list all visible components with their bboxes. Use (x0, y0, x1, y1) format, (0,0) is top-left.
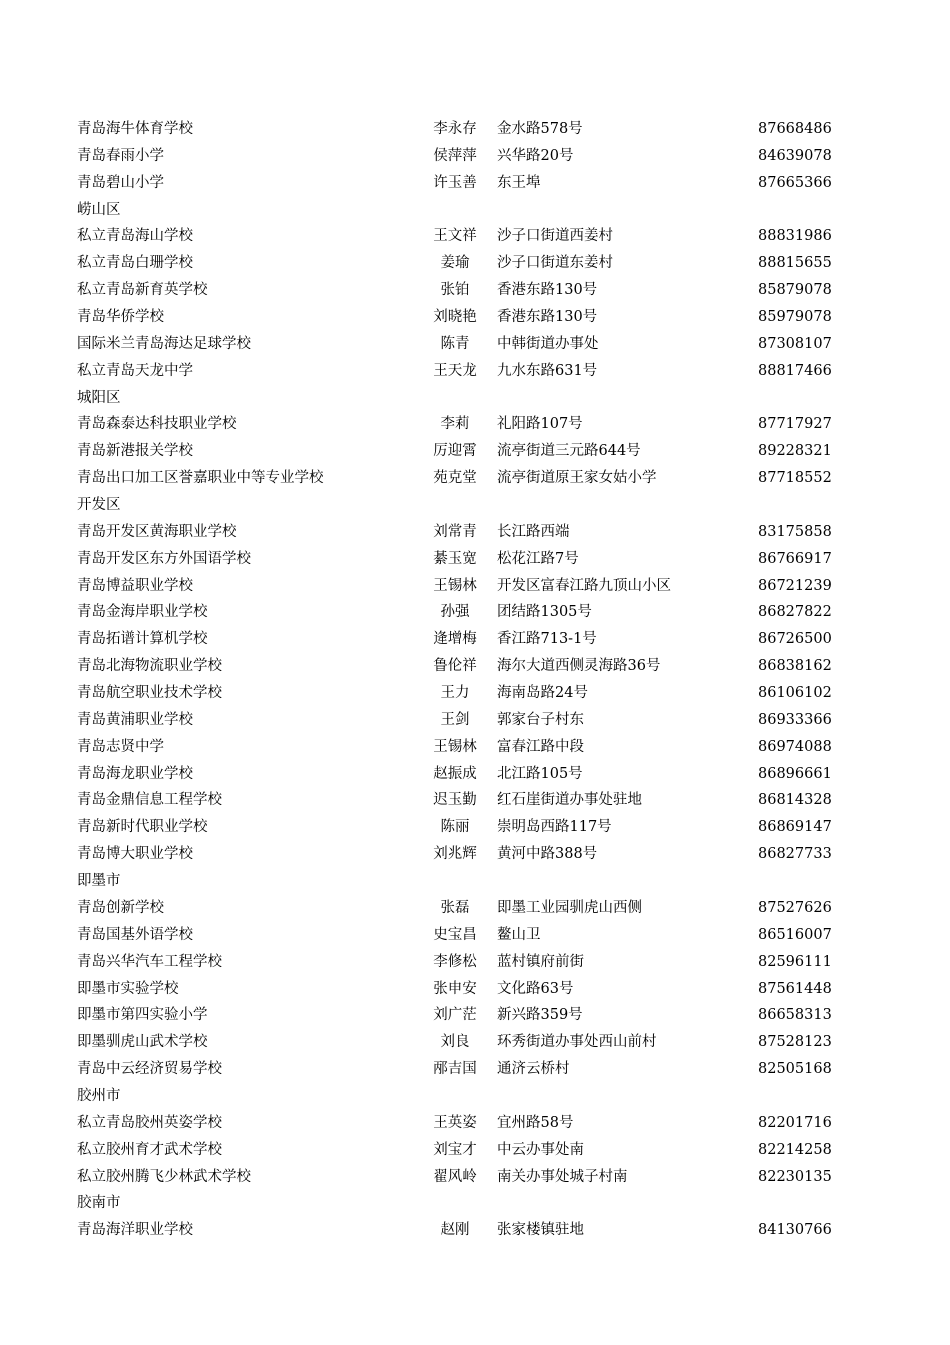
phone-number: 86974088 (758, 738, 832, 755)
school-address: 团结路1305号 (497, 604, 592, 621)
school-address: 富春江路中段 (497, 738, 584, 755)
table-row (0, 573, 950, 600)
table-row (0, 277, 950, 304)
phone-number: 87561448 (758, 980, 832, 997)
contact-person: 綦玉宽 (433, 550, 477, 567)
school-address: 宜州路58号 (497, 1114, 574, 1131)
phone-number: 84130766 (758, 1222, 832, 1239)
contact-person: 王锡林 (433, 577, 477, 594)
contact-person: 孙强 (440, 604, 470, 621)
school-address: 环秀街道办事处西山前村 (497, 1034, 657, 1051)
table-row (0, 411, 950, 438)
table-row (0, 519, 950, 546)
school-name: 即墨市实验学校 (77, 980, 179, 997)
school-address: 崇明岛西路117号 (497, 819, 612, 836)
school-name: 青岛航空职业技术学校 (77, 685, 222, 702)
contact-person: 李莉 (440, 416, 470, 433)
contact-person: 张磊 (440, 899, 470, 916)
phone-number: 82505168 (758, 1061, 832, 1078)
school-address: 香江路713-1号 (497, 631, 597, 648)
school-name: 青岛北海物流职业学校 (77, 658, 222, 675)
school-address: 金水路578号 (497, 121, 583, 137)
table-row (0, 787, 950, 814)
school-name: 私立胶州育才武术学校 (77, 1141, 222, 1158)
school-name: 国际米兰青岛海达足球学校 (77, 335, 251, 352)
school-name: 青岛兴华汽车工程学校 (77, 953, 222, 970)
table-row (0, 761, 950, 788)
school-name: 私立青岛白珊学校 (77, 255, 193, 272)
school-address: 中韩街道办事处 (497, 335, 599, 352)
contact-person: 迟玉勤 (433, 792, 477, 809)
school-address: 新兴路359号 (497, 1007, 583, 1024)
contact-person: 史宝昌 (433, 926, 477, 943)
school-address: 南关办事处城子村南 (497, 1168, 628, 1185)
phone-number: 86726500 (758, 631, 832, 648)
school-name: 私立胶州腾飞少林武术学校 (77, 1168, 251, 1185)
phone-number: 87717927 (758, 416, 832, 433)
school-name: 青岛黄浦职业学校 (77, 711, 193, 728)
school-name: 青岛志贤中学 (77, 738, 164, 755)
contact-person: 姜瑜 (440, 255, 470, 272)
table-row (0, 1110, 950, 1137)
contact-person: 王英姿 (433, 1114, 477, 1131)
contact-person: 李修松 (433, 953, 477, 970)
contact-person: 陈青 (440, 335, 470, 352)
school-name: 青岛博大职业学校 (77, 846, 193, 863)
contact-person: 刘宝才 (433, 1141, 477, 1158)
school-address: 礼阳路107号 (497, 416, 583, 433)
phone-number: 86838162 (758, 658, 832, 675)
school-name: 青岛碧山小学 (77, 174, 164, 191)
school-address: 香港东路130号 (497, 282, 598, 299)
contact-person: 刘广茫 (433, 1007, 477, 1024)
school-address: 海尔大道西侧灵海路36号 (497, 658, 661, 675)
phone-number: 89228321 (758, 443, 832, 460)
phone-number: 82230135 (758, 1168, 832, 1185)
school-address: 兴华路20号 (497, 147, 574, 164)
district-header-row (0, 868, 950, 895)
contact-person: 赵刚 (440, 1222, 470, 1239)
table-row (0, 250, 950, 277)
table-row (0, 465, 950, 492)
school-name: 私立青岛天龙中学 (77, 362, 193, 379)
school-name: 青岛国基外语学校 (77, 926, 193, 943)
school-name: 私立青岛新育英学校 (77, 282, 208, 299)
table-row (0, 680, 950, 707)
school-name: 青岛森泰达科技职业学校 (77, 416, 237, 433)
phone-number: 86766917 (758, 550, 832, 567)
school-address: 香港东路130号 (497, 309, 598, 326)
contact-person: 刘晓艳 (433, 309, 477, 326)
contact-person: 刘常青 (433, 523, 477, 540)
contact-person: 陈丽 (440, 819, 470, 836)
phone-number: 85979078 (758, 309, 832, 326)
phone-number: 86106102 (758, 685, 832, 702)
school-address: 沙子口街道西姜村 (497, 228, 613, 245)
school-address: 蓝村镇府前街 (497, 953, 584, 970)
phone-number: 82596111 (758, 953, 832, 970)
table-row (0, 734, 950, 761)
contact-person: 邴吉国 (433, 1061, 477, 1078)
phone-number: 83175858 (758, 523, 832, 540)
district-name: 开发区 (77, 497, 121, 514)
district-header-row (0, 492, 950, 519)
school-name: 青岛海牛体育学校 (77, 121, 193, 137)
district-header-row (0, 197, 950, 224)
school-address: 开发区富春江路九顶山小区 (497, 577, 671, 594)
district-name: 城阳区 (77, 389, 121, 406)
table-row (0, 1217, 950, 1244)
phone-number: 87665366 (758, 174, 832, 191)
contact-person: 厉迎霄 (433, 443, 477, 460)
table-row (0, 976, 950, 1003)
table-row (0, 143, 950, 170)
table-row (0, 223, 950, 250)
school-name: 青岛春雨小学 (77, 147, 164, 164)
table-row (0, 331, 950, 358)
phone-number: 86869147 (758, 819, 832, 836)
phone-number: 87527626 (758, 899, 832, 916)
phone-number: 88815655 (758, 255, 832, 272)
district-header-row (0, 1190, 950, 1217)
school-address: 即墨工业园驯虎山西侧 (497, 899, 642, 916)
district-name: 即墨市 (77, 873, 121, 890)
contact-person: 王文祥 (433, 228, 477, 245)
phone-number: 86933366 (758, 711, 832, 728)
contact-person: 王天龙 (433, 362, 477, 379)
school-name: 即墨市第四实验小学 (77, 1007, 208, 1024)
school-name: 青岛海洋职业学校 (77, 1222, 193, 1239)
table-row (0, 1029, 950, 1056)
school-name: 即墨驯虎山武术学校 (77, 1034, 208, 1051)
school-name: 青岛海龙职业学校 (77, 765, 193, 782)
school-name: 青岛创新学校 (77, 899, 164, 916)
phone-number: 88817466 (758, 362, 832, 379)
school-name: 私立青岛胶州英姿学校 (77, 1114, 222, 1131)
school-address: 北江路105号 (497, 765, 583, 782)
contact-person: 王剑 (440, 711, 470, 728)
contact-person: 赵振成 (433, 765, 477, 782)
contact-person: 王锡林 (433, 738, 477, 755)
contact-person: 苑克堂 (433, 470, 477, 487)
phone-number: 85879078 (758, 282, 832, 299)
school-address: 鳌山卫 (497, 926, 541, 943)
table-row (0, 922, 950, 949)
school-address: 郭家台子村东 (497, 711, 584, 728)
phone-number: 87308107 (758, 335, 832, 352)
school-address: 沙子口街道东姜村 (497, 255, 613, 272)
school-address: 张家楼镇驻地 (497, 1222, 584, 1239)
table-row (0, 170, 950, 197)
school-address: 黄河中路388号 (497, 846, 598, 863)
district-name: 胶南市 (77, 1195, 121, 1212)
contact-person: 许玉善 (433, 174, 477, 191)
school-name: 青岛拓谱计算机学校 (77, 631, 208, 648)
phone-number: 86896661 (758, 765, 832, 782)
phone-number: 84639078 (758, 147, 832, 164)
table-row (0, 304, 950, 331)
phone-number: 82214258 (758, 1141, 832, 1158)
table-row (0, 1137, 950, 1164)
school-address: 红石崖街道办事处驻地 (497, 792, 642, 809)
school-address: 文化路63号 (497, 980, 574, 997)
contact-person: 侯萍萍 (433, 147, 477, 164)
table-row (0, 546, 950, 573)
school-address: 流亭街道原王家女姑小学 (497, 470, 657, 487)
district-name: 胶州市 (77, 1087, 121, 1104)
school-address: 东王埠 (497, 174, 541, 191)
table-row (0, 653, 950, 680)
school-address: 海南岛路24号 (497, 685, 588, 702)
phone-number: 86814328 (758, 792, 832, 809)
school-name: 青岛新时代职业学校 (77, 819, 208, 836)
phone-number: 86658313 (758, 1007, 832, 1024)
contact-person: 鲁伦祥 (433, 658, 477, 675)
school-address: 九水东路631号 (497, 362, 598, 379)
school-address: 松花江路7号 (497, 550, 579, 567)
table-row (0, 358, 950, 385)
school-name: 私立青岛海山学校 (77, 228, 193, 245)
phone-number: 87528123 (758, 1034, 832, 1051)
phone-number: 87718552 (758, 470, 832, 487)
contact-person: 张申安 (433, 980, 477, 997)
phone-number: 88831986 (758, 228, 832, 245)
table-row (0, 599, 950, 626)
contact-person: 刘兆辉 (433, 846, 477, 863)
contact-person: 刘良 (440, 1034, 470, 1051)
phone-number: 86827822 (758, 604, 832, 621)
table-row (0, 949, 950, 976)
table-row (0, 1056, 950, 1083)
table-row (0, 626, 950, 653)
school-address: 流亭街道三元路644号 (497, 443, 641, 460)
phone-number: 86721239 (758, 577, 832, 594)
school-name: 青岛金鼎信息工程学校 (77, 792, 222, 809)
school-name: 青岛金海岸职业学校 (77, 604, 208, 621)
school-address: 长江路西端 (497, 523, 570, 540)
school-name: 青岛中云经济贸易学校 (77, 1061, 222, 1078)
school-name: 青岛开发区东方外国语学校 (77, 550, 251, 567)
school-address: 中云办事处南 (497, 1141, 584, 1158)
school-address: 通济云桥村 (497, 1061, 570, 1078)
school-name: 青岛出口加工区誉嘉职业中等专业学校 (77, 470, 324, 487)
table-row (0, 814, 950, 841)
contact-person: 李永存 (433, 121, 477, 137)
phone-number: 86516007 (758, 926, 832, 943)
school-name: 青岛博益职业学校 (77, 577, 193, 594)
table-row (0, 1002, 950, 1029)
phone-number: 82201716 (758, 1114, 832, 1131)
table-row (0, 841, 950, 868)
district-name: 崂山区 (77, 201, 121, 218)
phone-number: 86827733 (758, 846, 832, 863)
school-name: 青岛华侨学校 (77, 309, 164, 326)
contact-person: 逄增梅 (433, 631, 477, 648)
school-directory-table (0, 116, 950, 1244)
phone-number: 87668486 (758, 121, 832, 137)
district-header-row (0, 1083, 950, 1110)
contact-person: 王力 (440, 685, 470, 702)
table-row (0, 1164, 950, 1191)
school-name: 青岛开发区黄海职业学校 (77, 523, 237, 540)
contact-person: 张铂 (440, 282, 470, 299)
school-name: 青岛新港报关学校 (77, 443, 193, 460)
table-row (0, 116, 950, 143)
table-row (0, 438, 950, 465)
table-row (0, 707, 950, 734)
district-header-row (0, 385, 950, 412)
table-row (0, 895, 950, 922)
contact-person: 翟风岭 (433, 1168, 477, 1185)
